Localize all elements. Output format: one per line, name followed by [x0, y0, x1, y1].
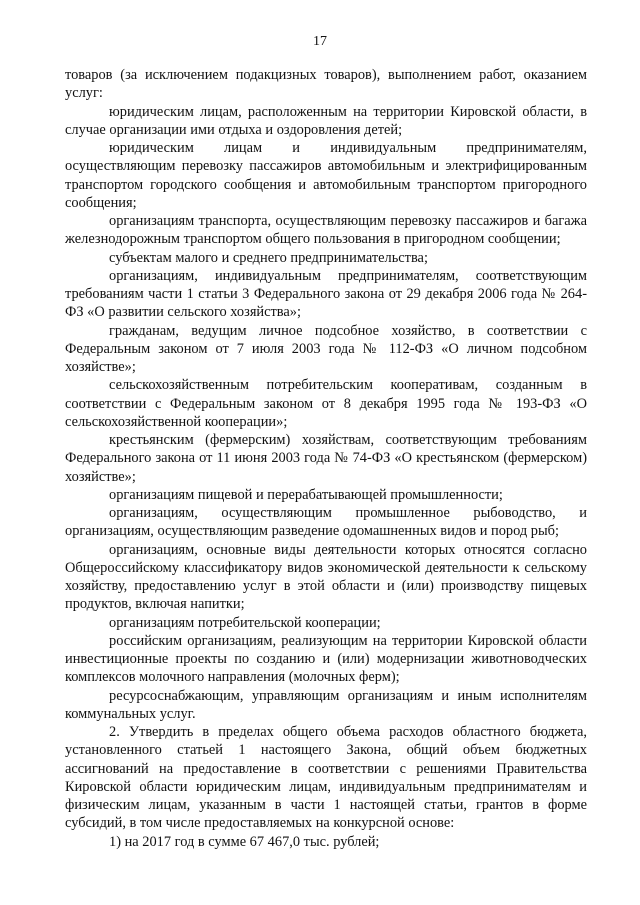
paragraph-railway-transport: организациям транспорта, осуществляющим перевозку пассажиров и багажа железнодорожным транспортом общего пользования в пригородном сообщении;	[65, 213, 587, 248]
paragraph-small-business: субъектам малого и среднего предпринимательства;	[109, 249, 428, 266]
paragraph-2017-amount: 1) на 2017 год в сумме 67 467,0 тыс. рублей;	[109, 833, 380, 850]
page-number: 17	[313, 34, 327, 49]
paragraph-food-industry: организациям пищевой и перерабатывающей промышленности;	[109, 486, 503, 503]
paragraph-fish-farming: организациям, осуществляющим промышленное рыбоводство, и организациям, осуществляющим разведение одомашненных видов и пород рыб;	[65, 505, 587, 540]
paragraph-dairy-complexes: российским организациям, реализующим на территории Кировской области инвестиционные проекты по созданию и (или) модернизации животноводческих комплексов молочного направления (молочных ферм);	[65, 632, 587, 686]
paragraph-consumer-cooperation: организациям потребительской кооперации;	[109, 614, 381, 631]
paragraph-continuation: товаров (за исключением подакцизных товаров), выполнением работ, оказанием услуг:	[65, 67, 587, 102]
paragraph-children-recreation: юридическим лицам, расположенным на территории Кировской области, в случае организации ими отдыха и оздоровления детей;	[65, 103, 587, 138]
paragraph-agriculture-law: организациям, индивидуальным предпринимателям, соответствующим требованиям части 1 статьи 3 Федерального закона от 29 декабря 2006 года № 264-ФЗ «О развитии сельского хозяйства»;	[65, 267, 587, 321]
paragraph-cooperatives: сельскохозяйственным потребительским кооперативам, созданным в соответствии с Федеральным законом от 8 декабря 1995 года № 193-ФЗ «О сельскохозяйственной кооперации»;	[65, 377, 587, 430]
paragraph-grants-approval: 2. Утвердить в пределах общего объема расходов областного бюджета, установленного статьей 1 настоящего Закона, общий объем бюджетных ассигнований на предоставление в соответствии с решениями Правительства Кировской области юридическим лицам, индивидуальным предпринимателям и физическим лицам, указанным в части 1 настоящей статьи, грантов в форме субсидий, в том числе предоставляемых на конкурсной основе:	[65, 724, 587, 832]
paragraph-passenger-road-transport: юридическим лицам и индивидуальным предпринимателям, осуществляющим перевозку пассажиров автомобильным и электрифицированным транспортом городского сообщения и автомобильным транспортом пригородного сообщения;	[65, 140, 587, 211]
paragraph-household-plots: гражданам, ведущим личное подсобное хозяйство, в соответствии с Федеральным законом от 7 июля 2003 года № 112-ФЗ «О личном подсобном хозяйстве»;	[65, 322, 587, 375]
document-body	[65, 66, 587, 851]
paragraph-utilities: ресурсоснабжающим, управляющим организациям и иным исполнителям коммунальных услуг.	[65, 687, 587, 722]
paragraph-farms: крестьянским (фермерским) хозяйствам, соответствующим требованиям Федерального закона от 11 июня 2003 года № 74-ФЗ «О крестьянском (фермерском) хозяйстве»;	[65, 432, 587, 485]
paragraph-activity-classifier: организациям, основные виды деятельности которых относятся согласно Общероссийскому классификатору видов экономической деятельности к сельскому хозяйству, предоставлению услуг в этой области и (или) производству пищевых продуктов, включая напитки;	[65, 541, 587, 613]
